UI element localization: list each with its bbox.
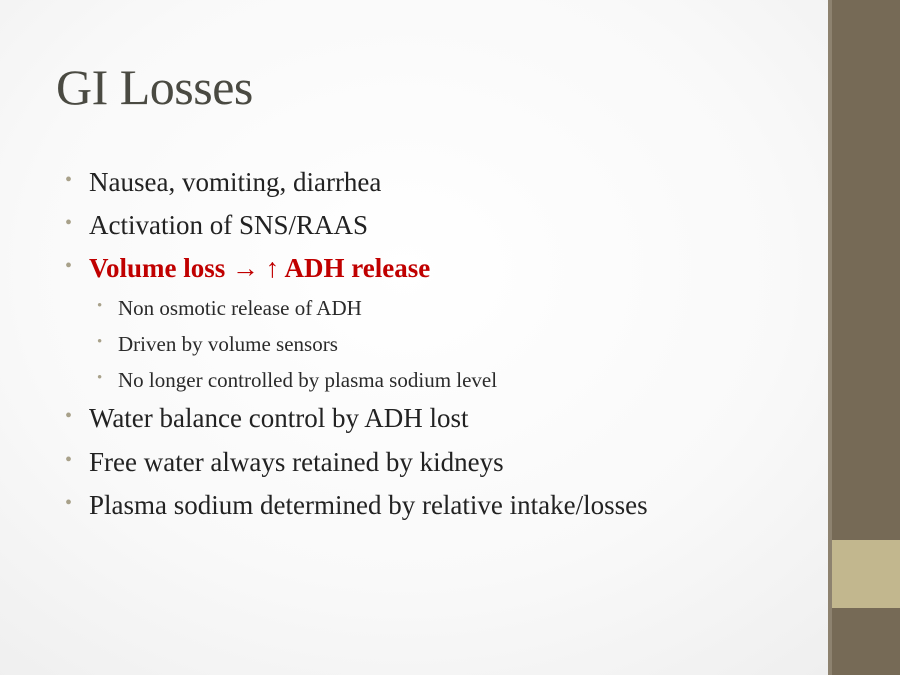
bullet-text: Nausea, vomiting, diarrhea (89, 167, 382, 197)
sub-bullet-item (97, 296, 362, 321)
bullet-text-highlighted: Volume loss → ↑ ADH release (89, 253, 431, 283)
right-band-accent-block (832, 540, 900, 608)
sub-bullet-text: Driven by volume sensors (118, 332, 338, 356)
bullet-item (65, 403, 469, 434)
bullet-item-highlighted (65, 253, 431, 284)
bullet-icon: • (65, 169, 73, 191)
bullet-item (65, 210, 369, 241)
bullet-text: Activation of SNS/RAAS (89, 210, 369, 240)
bullet-text: Water balance control by ADH lost (89, 403, 469, 433)
sub-bullet-text: No longer controlled by plasma sodium level (118, 368, 498, 392)
sub-bullet-item (97, 368, 498, 393)
bullet-icon: • (65, 255, 73, 277)
slide-title: GI Losses (56, 59, 253, 115)
bullet-item (65, 447, 504, 478)
bullet-item (65, 167, 382, 198)
sub-bullet-icon: • (97, 334, 103, 350)
bullet-item (65, 490, 648, 521)
bullet-icon: • (65, 492, 73, 514)
bullet-icon: • (65, 212, 73, 234)
bullet-icon: • (65, 449, 73, 471)
sub-bullet-text: Non osmotic release of ADH (118, 296, 362, 320)
sub-bullet-icon: • (97, 298, 103, 314)
sub-bullet-icon: • (97, 370, 103, 386)
bullet-text: Free water always retained by kidneys (89, 447, 504, 477)
bullet-text: Plasma sodium determined by relative intake/losses (89, 490, 648, 520)
bullet-icon: • (65, 405, 73, 427)
sub-bullet-item (97, 332, 338, 357)
